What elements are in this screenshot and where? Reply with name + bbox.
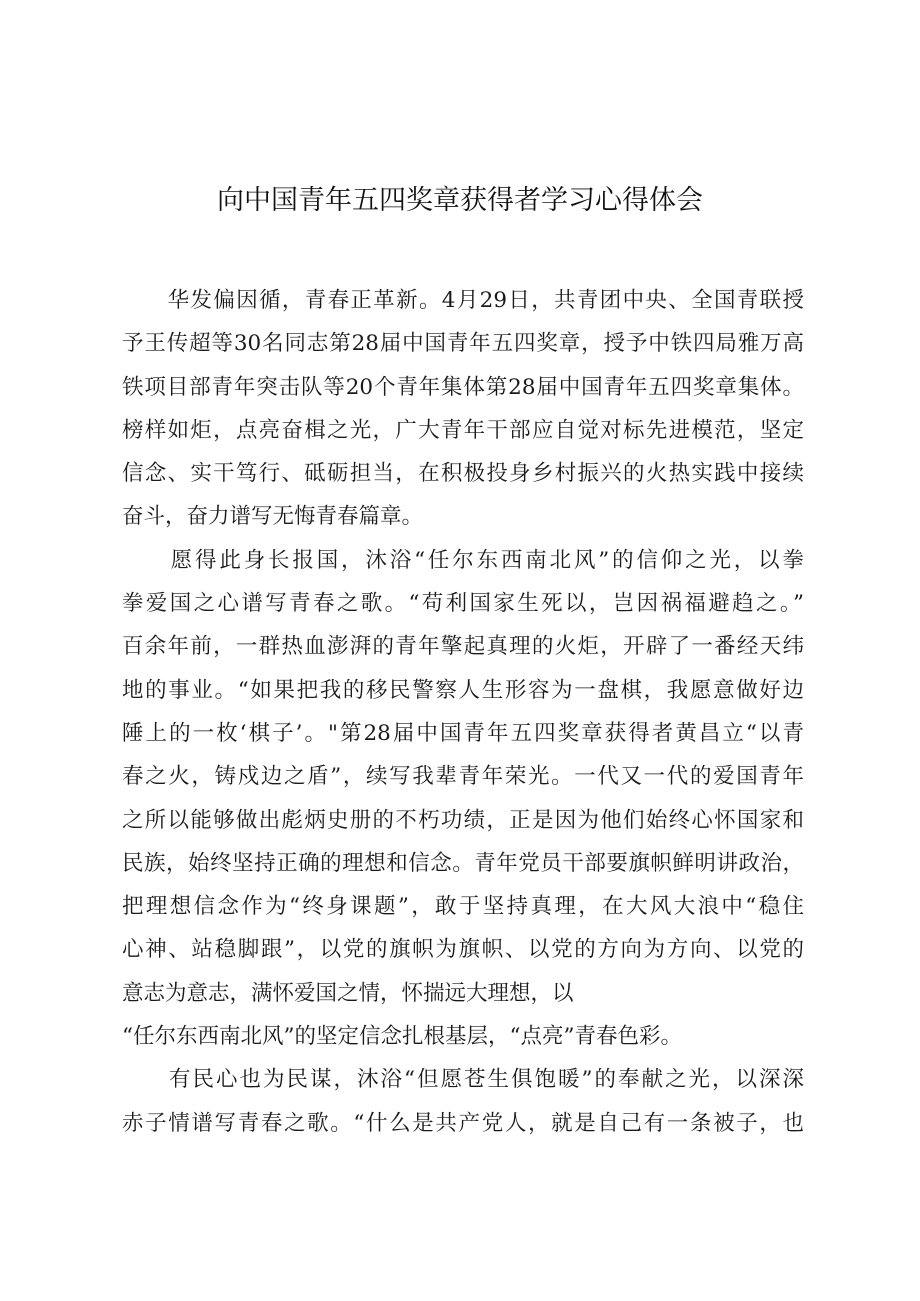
text-line: 百余年前，一群热血澎湃的青年擎起真理的火炬，开辟了一番经天纬 (122, 634, 804, 660)
text-line: “任尔东西南北风”的坚定信念扎根基层，“点亮”青春色彩。 (122, 1024, 682, 1050)
text-line: 陲上的一枚‘棋子’。"第28届中国青年五四奖章获得者黄昌立“以青 (122, 720, 804, 746)
text-line: 有民心也为民谋，沐浴“但愿苍生俱饱暖”的奉献之光，以深深 (122, 1067, 804, 1093)
text-line: 拳爱国之心谱写青春之歌。“苟利国家生死以，岂因祸福避趋之。” (122, 591, 804, 617)
document-title: 向中国青年五四奖章获得者学习心得体会 (217, 185, 703, 216)
text-line: 地的事业。“如果把我的移民警察人生形容为一盘棋，我愿意做好边 (122, 677, 804, 703)
text-line: 意志为意志，满怀爱国之情，怀揣远大理想，以 (122, 980, 574, 1006)
text-line: 心神、站稳脚跟”，以党的旗帜为旗帜、以党的方向为方向、以党的 (122, 937, 804, 963)
text-line: 华发偏因循，青春正革新。4月29日，共青团中央、全国青联授 (122, 288, 804, 313)
text-line: 铁项目部青年突击队等20个青年集体第28届中国青年五四奖章集体。 (122, 374, 804, 400)
text-line: 赤子情谱写青春之歌。“什么是共产党人，就是自己有一条被子，也 (122, 1110, 804, 1136)
text-line: 奋斗，奋力谱写无悔青春篇章。 (122, 504, 424, 530)
text-line: 信念、实干笃行、砥砺担当，在积极投身乡村振兴的火热实践中接续 (122, 461, 804, 487)
text-line: 把理想信念作为“终身课题”，敢于坚持真理，在大风大浪中“稳住 (122, 894, 804, 920)
text-line: 民族，始终坚持正确的理想和信念。青年党员干部要旗帜鲜明讲政治， (122, 850, 804, 876)
text-line: 之所以能够做出彪炳史册的不朽功绩，正是因为他们始终心怀国家和 (122, 807, 804, 833)
text-line: 春之火，铸戍边之盾”，续写我辈青年荣光。一代又一代的爱国青年 (122, 764, 804, 790)
text-line: 愿得此身长报国，沐浴“任尔东西南北风”的信仰之光，以拳 (122, 547, 804, 573)
text-line: 榜样如炬，点亮奋楫之光，广大青年干部应自觉对标先进模范，坚定 (122, 417, 804, 443)
document-body (122, 279, 804, 1145)
text-line: 予王传超等30名同志第28届中国青年五四奖章，授予中铁四局雅万高 (122, 331, 804, 357)
